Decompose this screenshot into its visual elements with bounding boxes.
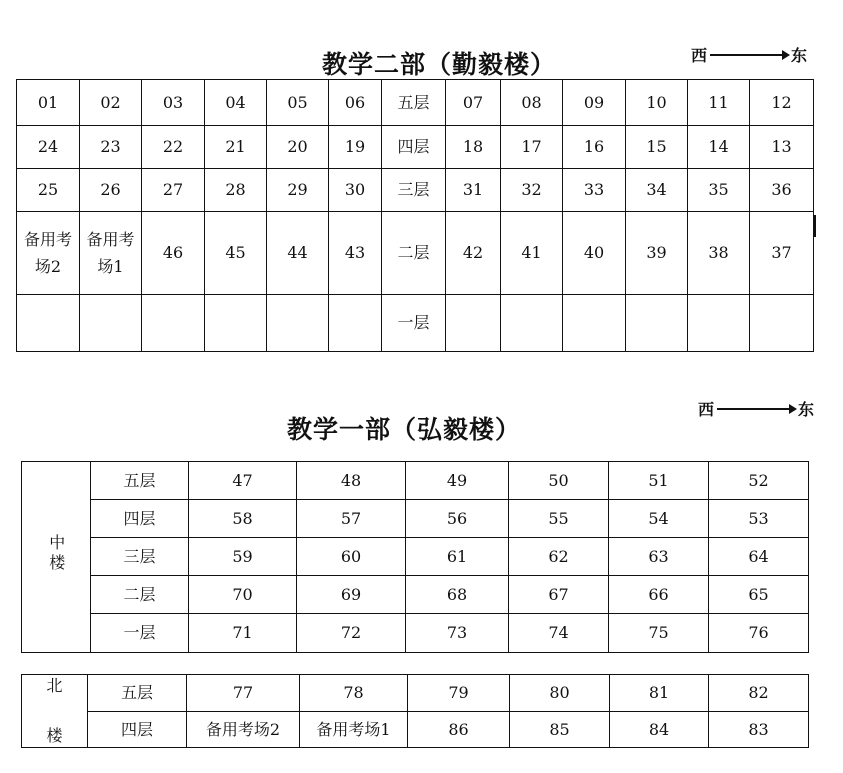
floor-label: 五层 — [88, 675, 187, 712]
building-label-north: 北 — [22, 675, 88, 712]
room-cell: 70 — [189, 576, 297, 614]
room-cell: 78 — [300, 675, 408, 712]
room-cell: 08 — [501, 80, 563, 126]
room-cell: 76 — [709, 614, 809, 653]
room-cell: 83 — [709, 712, 809, 748]
room-cell — [688, 295, 750, 352]
room-cell: 04 — [205, 80, 267, 126]
floor-label: 四层 — [382, 126, 446, 169]
table-row — [17, 295, 814, 352]
room-cell: 46 — [142, 212, 205, 295]
room-cell: 75 — [609, 614, 709, 653]
floor-label: 五层 — [382, 80, 446, 126]
floor-label: 二层 — [91, 576, 189, 614]
floor-label: 三层 — [382, 169, 446, 212]
room-cell: 24 — [17, 126, 80, 169]
room-cell: 07 — [446, 80, 501, 126]
room-cell — [80, 295, 142, 352]
table-row — [22, 500, 809, 538]
table-row — [22, 462, 809, 500]
room-cell: 85 — [510, 712, 610, 748]
room-cell: 74 — [509, 614, 609, 653]
room-cell: 01 — [17, 80, 80, 126]
north-building-table — [21, 674, 809, 748]
room-cell — [142, 295, 205, 352]
table-row — [17, 169, 814, 212]
table-row — [17, 126, 814, 169]
table-row — [22, 614, 809, 653]
room-cell: 17 — [501, 126, 563, 169]
room-cell: 86 — [408, 712, 510, 748]
room-cell: 18 — [446, 126, 501, 169]
room-cell: 77 — [187, 675, 300, 712]
room-cell: 37 — [750, 212, 814, 295]
room-cell: 09 — [563, 80, 626, 126]
building-label-middle — [22, 462, 91, 653]
room-cell: 64 — [709, 538, 809, 576]
room-cell: 33 — [563, 169, 626, 212]
room-cell — [563, 295, 626, 352]
room-cell: 23 — [80, 126, 142, 169]
room-cell: 19 — [329, 126, 382, 169]
room-cell: 79 — [408, 675, 510, 712]
room-cell: 备用考场1 — [80, 212, 142, 295]
room-cell: 69 — [297, 576, 406, 614]
table-row — [22, 538, 809, 576]
room-cell: 25 — [17, 169, 80, 212]
room-cell: 20 — [267, 126, 329, 169]
room-cell: 80 — [510, 675, 610, 712]
room-cell: 53 — [709, 500, 809, 538]
room-cell: 63 — [609, 538, 709, 576]
room-cell — [446, 295, 501, 352]
room-cell: 45 — [205, 212, 267, 295]
room-cell: 30 — [329, 169, 382, 212]
building2-room-table — [16, 79, 814, 352]
room-cell: 13 — [750, 126, 814, 169]
room-cell: 21 — [205, 126, 267, 169]
building2-compass — [691, 43, 807, 66]
floor-label: 四层 — [88, 712, 187, 748]
room-cell: 66 — [609, 576, 709, 614]
room-cell: 47 — [189, 462, 297, 500]
room-cell: 58 — [189, 500, 297, 538]
east-label: 东 — [798, 400, 815, 419]
room-cell: 60 — [297, 538, 406, 576]
room-cell: 43 — [329, 212, 382, 295]
floor-label: 三层 — [91, 538, 189, 576]
room-cell: 65 — [709, 576, 809, 614]
west-label: 西 — [691, 46, 708, 65]
table-row — [17, 80, 814, 126]
room-cell: 73 — [406, 614, 509, 653]
room-cell: 26 — [80, 169, 142, 212]
room-cell: 44 — [267, 212, 329, 295]
room-cell: 12 — [750, 80, 814, 126]
room-cell: 22 — [142, 126, 205, 169]
room-cell: 16 — [563, 126, 626, 169]
table-row — [17, 212, 814, 295]
room-cell: 59 — [189, 538, 297, 576]
arrow-right-icon — [717, 408, 795, 410]
room-cell: 05 — [267, 80, 329, 126]
room-cell: 备用考场2 — [187, 712, 300, 748]
room-cell: 72 — [297, 614, 406, 653]
room-cell: 62 — [509, 538, 609, 576]
room-cell: 35 — [688, 169, 750, 212]
room-cell: 55 — [509, 500, 609, 538]
room-cell: 57 — [297, 500, 406, 538]
room-cell — [329, 295, 382, 352]
room-cell — [626, 295, 688, 352]
text-cursor-mark — [813, 215, 816, 237]
room-cell — [750, 295, 814, 352]
building-label-text: 中楼 — [46, 534, 66, 575]
table-row — [22, 675, 809, 712]
room-cell: 51 — [609, 462, 709, 500]
room-cell: 81 — [610, 675, 709, 712]
room-cell: 82 — [709, 675, 809, 712]
room-cell: 38 — [688, 212, 750, 295]
floor-label: 二层 — [382, 212, 446, 295]
building1-title: 教学一部（弘毅楼） — [287, 415, 522, 444]
room-cell: 27 — [142, 169, 205, 212]
building1-compass — [698, 397, 814, 420]
middle-building-table — [21, 461, 809, 653]
room-cell: 68 — [406, 576, 509, 614]
building-label-north: 楼 — [22, 712, 88, 748]
room-cell — [205, 295, 267, 352]
room-cell: 54 — [609, 500, 709, 538]
room-cell: 备用考场1 — [300, 712, 408, 748]
room-cell: 03 — [142, 80, 205, 126]
room-cell: 02 — [80, 80, 142, 126]
room-cell: 39 — [626, 212, 688, 295]
room-cell: 48 — [297, 462, 406, 500]
room-cell: 61 — [406, 538, 509, 576]
floor-label: 一层 — [382, 295, 446, 352]
room-cell: 41 — [501, 212, 563, 295]
room-cell: 15 — [626, 126, 688, 169]
room-cell: 84 — [610, 712, 709, 748]
west-label: 西 — [698, 400, 715, 419]
floor-label: 五层 — [91, 462, 189, 500]
room-cell: 42 — [446, 212, 501, 295]
room-cell: 71 — [189, 614, 297, 653]
building2-title: 教学二部（勤毅楼） — [322, 50, 557, 79]
arrow-right-icon — [710, 54, 788, 56]
room-cell: 36 — [750, 169, 814, 212]
table-row — [22, 576, 809, 614]
room-cell: 56 — [406, 500, 509, 538]
room-cell — [501, 295, 563, 352]
room-cell: 67 — [509, 576, 609, 614]
room-cell: 29 — [267, 169, 329, 212]
floor-label: 四层 — [91, 500, 189, 538]
table-row — [22, 712, 809, 748]
room-cell: 32 — [501, 169, 563, 212]
room-cell: 28 — [205, 169, 267, 212]
room-cell: 49 — [406, 462, 509, 500]
room-cell: 10 — [626, 80, 688, 126]
room-cell: 40 — [563, 212, 626, 295]
room-cell: 50 — [509, 462, 609, 500]
room-cell: 11 — [688, 80, 750, 126]
room-cell — [267, 295, 329, 352]
floor-label: 一层 — [91, 614, 189, 653]
room-cell — [17, 295, 80, 352]
room-cell: 34 — [626, 169, 688, 212]
east-label: 东 — [791, 46, 808, 65]
room-cell: 备用考场2 — [17, 212, 80, 295]
room-cell: 14 — [688, 126, 750, 169]
room-cell: 31 — [446, 169, 501, 212]
room-cell: 52 — [709, 462, 809, 500]
room-cell: 06 — [329, 80, 382, 126]
